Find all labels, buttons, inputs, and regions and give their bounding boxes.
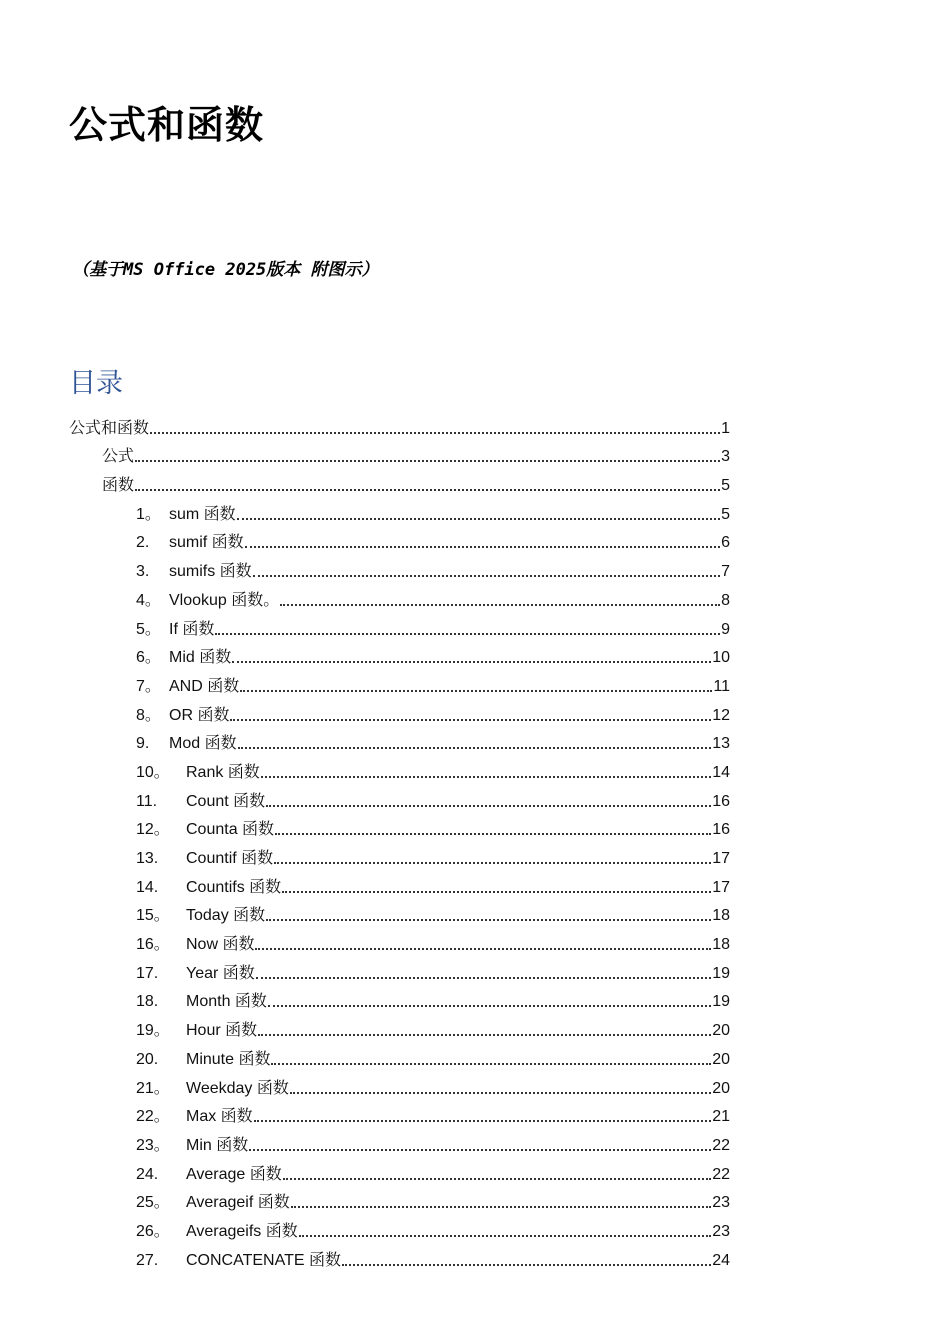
toc-entry[interactable] [69,1241,730,1270]
toc-entry-text: Weekday 函数 [186,1079,289,1097]
toc-dot-leader [256,977,711,979]
toc-entry[interactable] [69,725,730,754]
toc-entry-page-number: 18 [712,907,730,925]
toc-dot-leader [283,1178,711,1180]
toc-entry-page-number: 7 [721,563,730,581]
toc-dot-leader [266,919,711,921]
toc-dot-leader [290,1092,711,1094]
toc-dot-leader [135,460,720,462]
toc-entry-number: 12。 [136,821,170,839]
toc-entry-number: 26。 [136,1222,170,1240]
toc-entry[interactable] [69,1069,730,1098]
toc-entry-text: Hour 函数 [186,1022,258,1040]
toc-entry[interactable] [69,1098,730,1127]
toc-dot-leader [240,690,712,692]
toc-entry[interactable] [69,1011,730,1040]
toc-entry-page-number: 23 [712,1194,730,1212]
toc-entry-text: Mid 函数 [169,649,232,667]
toc-entry-page-number: 12 [712,706,730,724]
toc-entry-page-number: 10 [712,649,730,667]
toc-dot-leader [342,1264,711,1266]
toc-entry-text: Rank 函数 [186,763,260,781]
toc-entry-text: Year 函数 [186,964,255,982]
toc-entry[interactable] [69,581,730,610]
toc-dot-leader [274,862,711,864]
toc-entry[interactable] [69,466,730,495]
toc-entry-number: 3. [136,563,150,581]
toc-entry[interactable] [69,696,730,725]
toc-dot-leader [266,805,711,807]
toc-entry-text: If 函数 [169,620,215,638]
toc-entry[interactable] [69,753,730,782]
toc-dot-leader [275,833,711,835]
toc-entry-number: 10。 [136,763,170,781]
toc-entry-page-number: 14 [712,763,730,781]
toc-entry[interactable] [69,868,730,897]
toc-dot-leader [299,1235,711,1237]
toc-entry-number: 1。 [136,505,161,523]
toc-entry-number: 17. [136,964,159,982]
toc-dot-leader [232,661,711,663]
toc-entry-page-number: 6 [721,534,730,552]
toc-entry-text: sum 函数 [169,505,236,523]
toc-entry-page-number: 22 [712,1136,730,1154]
toc-entry-number: 16。 [136,936,170,954]
toc-entry-number: 9. [136,735,150,753]
toc-entry-page-number: 16 [712,792,730,810]
toc-entry-text: Vlookup 函数。 [169,591,280,609]
toc-entry-page-number: 23 [712,1222,730,1240]
toc-entry[interactable] [69,438,730,467]
document-title: 公式和函数 [69,102,265,147]
toc-entry-page-number: 16 [712,821,730,839]
toc-entry-page-number: 19 [712,964,730,982]
toc-dot-leader [254,1120,712,1122]
toc-entry[interactable] [69,983,730,1012]
toc-entry-text: 公式 [102,448,135,466]
toc-dot-leader [280,604,720,606]
toc-entry-number: 20. [136,1050,159,1068]
toc-entry-text: Max 函数 [186,1108,253,1126]
toc-heading: 目录 [69,368,123,399]
toc-entry[interactable] [69,610,730,639]
toc-entry-page-number: 9 [721,620,730,638]
toc-entry-text: AND 函数 [169,677,240,695]
toc-entry[interactable] [69,1184,730,1213]
toc-entry[interactable] [69,1040,730,1069]
toc-entry[interactable] [69,782,730,811]
toc-entry-text: Month 函数 [186,993,267,1011]
toc-entry-number: 15。 [136,907,170,925]
document-subtitle: （基于MS Office 2025版本 附图示） [72,260,379,280]
toc-entry-number: 22。 [136,1108,170,1126]
table-of-contents [69,409,730,1270]
toc-entry-text: Mod 函数 [169,735,237,753]
toc-dot-leader [237,518,720,520]
toc-entry-number: 13. [136,850,159,867]
toc-entry-text: 函数 [102,477,135,495]
toc-entry-text: Min 函数 [186,1136,249,1154]
toc-entry-page-number: 8 [721,591,730,609]
toc-entry[interactable] [69,409,730,438]
toc-entry-text: 公式和函数 [69,419,150,437]
toc-dot-leader [271,1063,711,1065]
toc-entry-number: 18. [136,993,159,1011]
toc-entry-number: 19。 [136,1022,170,1040]
toc-entry[interactable] [69,954,730,983]
toc-entry[interactable] [69,811,730,840]
toc-dot-leader [215,633,720,635]
toc-entry-page-number: 21 [712,1108,730,1126]
toc-entry[interactable] [69,639,730,668]
toc-entry-page-number: 20 [712,1022,730,1040]
toc-entry-page-number: 20 [712,1079,730,1097]
toc-dot-leader [268,1005,711,1007]
toc-entry-page-number: 17 [712,850,730,867]
toc-entry-text: Count 函数 [186,792,266,810]
toc-entry-page-number: 5 [721,477,730,495]
toc-entry-text: Counta 函数 [186,821,275,839]
toc-entry-number: 24. [136,1165,159,1183]
toc-dot-leader [291,1206,711,1208]
toc-entry-number: 23。 [136,1136,170,1154]
toc-entry-number: 25。 [136,1194,170,1212]
toc-entry[interactable] [69,925,730,954]
toc-entry-number: 4。 [136,591,161,609]
toc-entry-number: 6。 [136,649,161,667]
toc-entry-number: 14. [136,878,159,896]
toc-entry-text: Minute 函数 [186,1050,271,1068]
toc-entry[interactable] [69,524,730,553]
toc-entry[interactable] [69,1212,730,1241]
toc-entry-number: 21。 [136,1079,170,1097]
toc-entry[interactable] [69,667,730,696]
toc-dot-leader [150,432,720,434]
toc-entry-page-number: 11 [713,677,730,695]
toc-dot-leader [255,948,711,950]
toc-entry[interactable] [69,1155,730,1184]
toc-dot-leader [261,776,711,778]
toc-dot-leader [135,489,720,491]
toc-entry-page-number: 18 [712,936,730,954]
toc-entry-number: 8。 [136,706,161,724]
toc-entry-number: 11. [136,792,158,810]
toc-entry-page-number: 20 [712,1050,730,1068]
toc-entry-number: 7。 [136,677,161,695]
toc-dot-leader [258,1034,711,1036]
toc-entry-text: Countif 函数 [186,850,274,867]
toc-entry[interactable] [69,839,730,868]
toc-entry-page-number: 13 [712,735,730,753]
toc-entry[interactable] [69,1126,730,1155]
toc-dot-leader [282,891,711,893]
toc-entry-page-number: 1 [721,419,730,437]
toc-entry-text: Now 函数 [186,936,255,954]
toc-entry-text: Averageifs 函数 [186,1222,298,1240]
toc-entry-number: 27. [136,1251,159,1269]
toc-entry-text: Averageif 函数 [186,1194,290,1212]
toc-entry[interactable] [69,897,730,926]
toc-entry-page-number: 24 [712,1251,730,1269]
toc-entry-text: sumifs 函数 [169,563,252,581]
toc-entry[interactable] [69,552,730,581]
toc-entry-page-number: 17 [712,878,730,896]
toc-dot-leader [245,546,720,548]
toc-entry-text: Countifs 函数 [186,878,282,896]
toc-dot-leader [253,575,720,577]
toc-entry-text: sumif 函数 [169,534,244,552]
toc-entry[interactable] [69,495,730,524]
toc-entry-page-number: 19 [712,993,730,1011]
toc-entry-page-number: 5 [721,505,730,523]
toc-entry-page-number: 22 [712,1165,730,1183]
toc-entry-text: Average 函数 [186,1165,282,1183]
toc-dot-leader [249,1149,711,1151]
toc-entry-text: Today 函数 [186,907,266,925]
toc-dot-leader [238,747,712,749]
toc-dot-leader [230,719,711,721]
toc-entry-page-number: 3 [721,448,730,466]
toc-entry-number: 5。 [136,620,161,638]
toc-entry-number: 2. [136,534,150,552]
toc-entry-text: OR 函数 [169,706,230,724]
toc-entry-text: CONCATENATE 函数 [186,1251,341,1269]
